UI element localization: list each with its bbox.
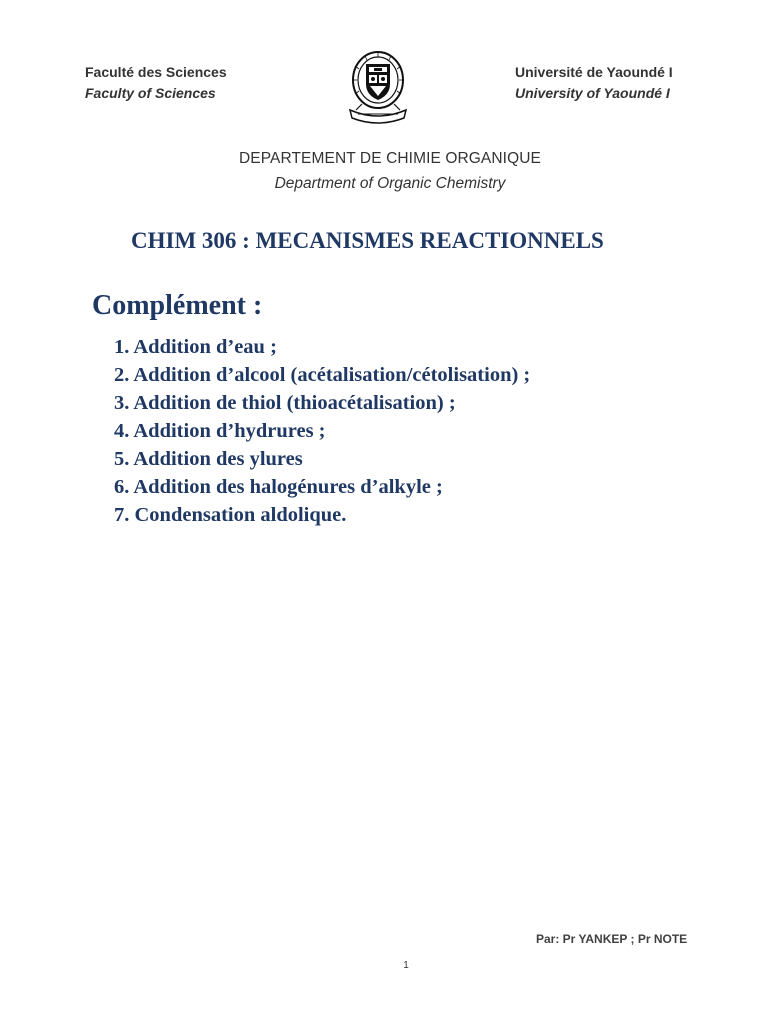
department-name-fr: DEPARTEMENT DE CHIMIE ORGANIQUE — [239, 150, 541, 167]
faculty-header — [85, 62, 227, 104]
list-item: 1. Addition d’eau ; — [114, 336, 277, 358]
list-item: 6. Addition des halogénures d’alkyle ; — [114, 476, 443, 498]
list-item: 4. Addition d’hydrures ; — [114, 420, 326, 442]
list-item: 5. Addition des ylures — [114, 448, 303, 470]
authors-footer: Par: Pr YANKEP ; Pr NOTE — [536, 932, 688, 946]
course-title: CHIM 306 : MECANISMES REACTIONNELS — [131, 228, 604, 253]
list-item: 7. Condensation aldolique. — [114, 504, 347, 526]
university-name-fr: Université de Yaoundé I — [515, 64, 673, 80]
section-title: Complément : — [92, 290, 263, 321]
university-seal-icon — [346, 48, 410, 126]
faculty-name-en: Faculty of Sciences — [85, 85, 216, 101]
department-name-en: Department of Organic Chemistry — [274, 175, 506, 192]
list-item: 3. Addition de thiol (thioacétalisation) ; — [114, 392, 456, 414]
department-heading — [0, 146, 768, 196]
page-number: 1 — [403, 960, 409, 971]
university-header — [515, 62, 673, 104]
university-name-en: University of Yaoundé I — [515, 85, 670, 101]
faculty-name-fr: Faculté des Sciences — [85, 64, 227, 80]
topic-list — [114, 333, 530, 529]
list-item: 2. Addition d’alcool (acétalisation/cétolisation) ; — [114, 364, 531, 386]
